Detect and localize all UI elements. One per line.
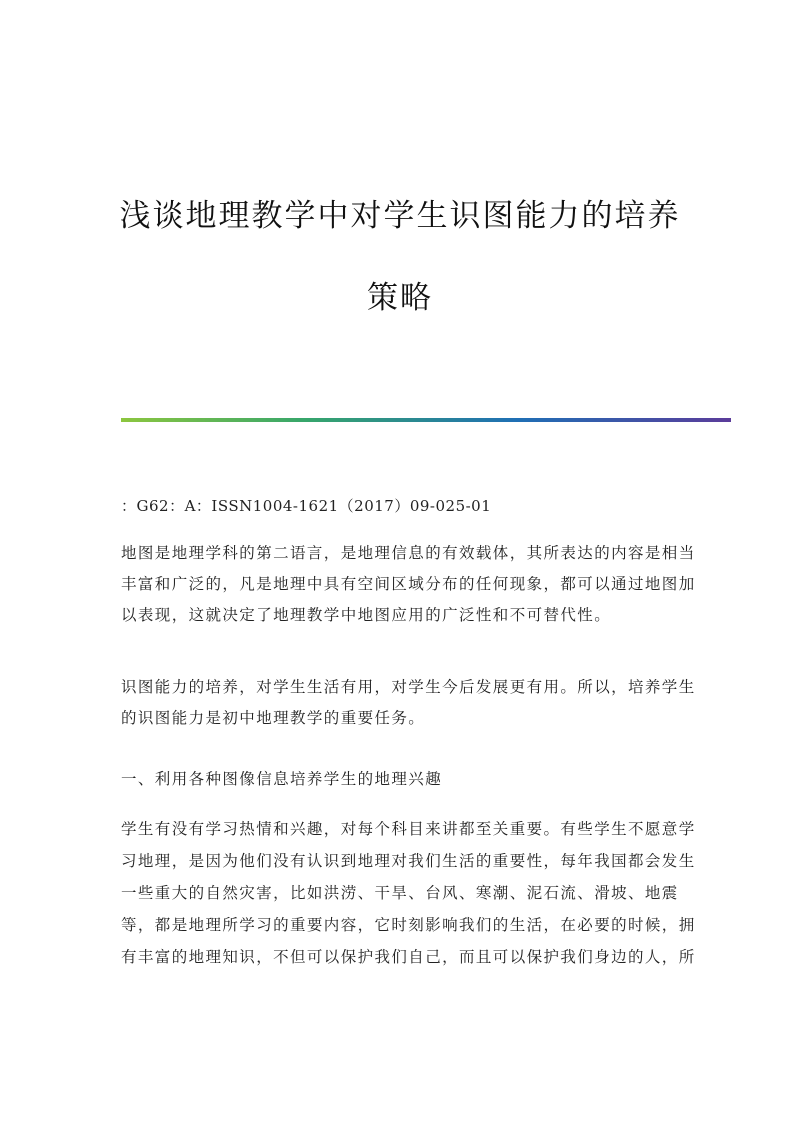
paragraph-line: 学生有没有学习热情和兴趣，对每个科目来讲都至关重要。有些学生不愿意学: [121, 820, 696, 838]
paragraph-intro: [121, 538, 696, 631]
section-heading-text: 一、利用各种图像信息培养学生的地理兴趣: [121, 770, 443, 788]
document-title-line-1: 浅谈地理教学中对学生识图能力的培养: [119, 198, 681, 234]
paragraph-line: 等，都是地理所学习的重要内容，它时刻影响我们的生活，在必要的时候，拥: [121, 916, 696, 934]
paragraph-line: 地图是地理学科的第二语言，是地理信息的有效载体，其所表达的内容是相当: [121, 544, 696, 562]
document-title-line-2: 策略: [367, 280, 433, 316]
paragraph-line: 有丰富的地理知识，不但可以保护我们自己，而且可以保护我们身边的人，所: [121, 948, 696, 966]
paragraph-interest: [121, 813, 696, 973]
section-heading: [121, 764, 681, 795]
paragraph-importance: [121, 672, 696, 734]
paragraph-line: 习地理，是因为他们没有认识到地理对我们生活的重要性，每年我国都会发生: [121, 852, 696, 870]
paragraph-line: 的识图能力是初中地理教学的重要任务。: [121, 709, 426, 727]
gradient-divider: [121, 418, 731, 422]
paragraph-line: 以表现，这就决定了地理教学中地图应用的广泛性和不可替代性。: [121, 606, 612, 624]
paragraph-line: 丰富和广泛的，凡是地理中具有空间区域分布的任何现象，都可以通过地图加: [121, 575, 696, 593]
document-meta: ：G62：A：ISSN1004-1621（2017）09-025-01: [121, 497, 492, 515]
paragraph-line: 一些重大的自然灾害，比如洪涝、干旱、台风、寒潮、泥石流、滑坡、地震: [121, 884, 679, 902]
paragraph-line: 识图能力的培养，对学生生活有用，对学生今后发展更有用。所以，培养学生: [121, 678, 696, 696]
